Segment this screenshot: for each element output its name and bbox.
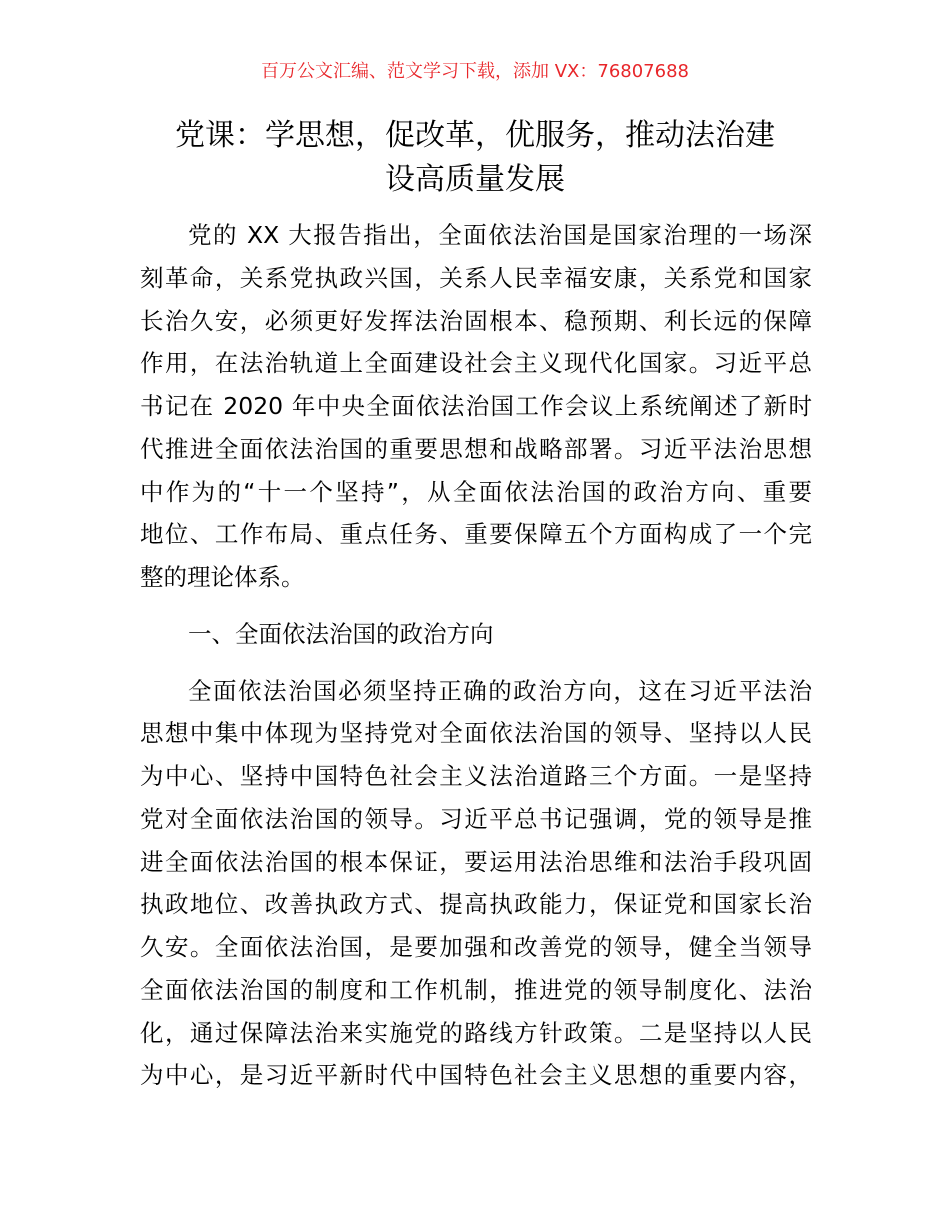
text-line: 作用，在法治轨道上全面建设社会主义现代化国家。习近平总 [140, 349, 812, 378]
text-line: 执政地位、改善执政方式、提高执政能力，保证党和国家长治 [140, 890, 812, 919]
text-line: 代推进全面依法治国的重要思想和战略部署。习近平法治思想 [140, 434, 812, 463]
text-line: 久安。全面依法治国，是要加强和改善党的领导，健全当领导 [140, 933, 812, 961]
text-line: 党的 XX 大报告指出，全面依法治国是国家治理的一场深 [188, 221, 812, 249]
text-line: 刻革命，关系党执政兴国，关系人民幸福安康，关系党和国家 [140, 263, 812, 292]
text-line: 全面依法治国必须坚持正确的政治方向，这在习近平法治 [188, 676, 812, 705]
section-heading [140, 613, 812, 656]
text-line: 进全面依法治国的根本保证，要运用法治思维和法治手段巩固 [140, 847, 812, 876]
text-line: 党对全面依法治国的领导。习近平总书记强调，党的领导是推 [140, 804, 812, 833]
document-title [120, 114, 830, 202]
text-line: 长治久安，必须更好发挥法治固根本、稳预期、利长远的保障 [140, 306, 812, 335]
text-line: 为中心，是习近平新时代中国特色社会主义思想的重要内容， [140, 1061, 812, 1090]
paragraph-political-direction [140, 670, 812, 1098]
text-line: 书记在 2020 年中央全面依法治国工作会议上系统阐述了新时 [140, 392, 812, 420]
text-line: 整的理论体系。 [140, 563, 305, 591]
title-line: 设高质量发展 [385, 162, 565, 197]
watermark-header: 百万公文汇编、范文学习下载，添加 VX：76807688 [261, 61, 689, 82]
text-line: 中作为的“十一个坚持”，从全面依法治国的政治方向、重要 [140, 477, 812, 506]
heading-line: 一、全面依法治国的政治方向 [188, 619, 494, 648]
title-line: 党课：学思想，促改革，优服务，推动法治建 [175, 118, 775, 153]
text-line: 化，通过保障法治来实施党的路线方针政策。二是坚持以人民 [140, 1018, 812, 1047]
paragraph-intro [140, 214, 812, 599]
text-line: 地位、工作布局、重点任务、重要保障五个方面构成了一个完 [140, 520, 812, 549]
document-body [140, 214, 812, 1097]
text-line: 全面依法治国的制度和工作机制，推进党的领导制度化、法治 [140, 975, 812, 1004]
text-line: 思想中集中体现为坚持党对全面依法治国的领导、坚持以人民 [140, 719, 812, 748]
text-line: 为中心、坚持中国特色社会主义法治道路三个方面。一是坚持 [140, 762, 812, 790]
